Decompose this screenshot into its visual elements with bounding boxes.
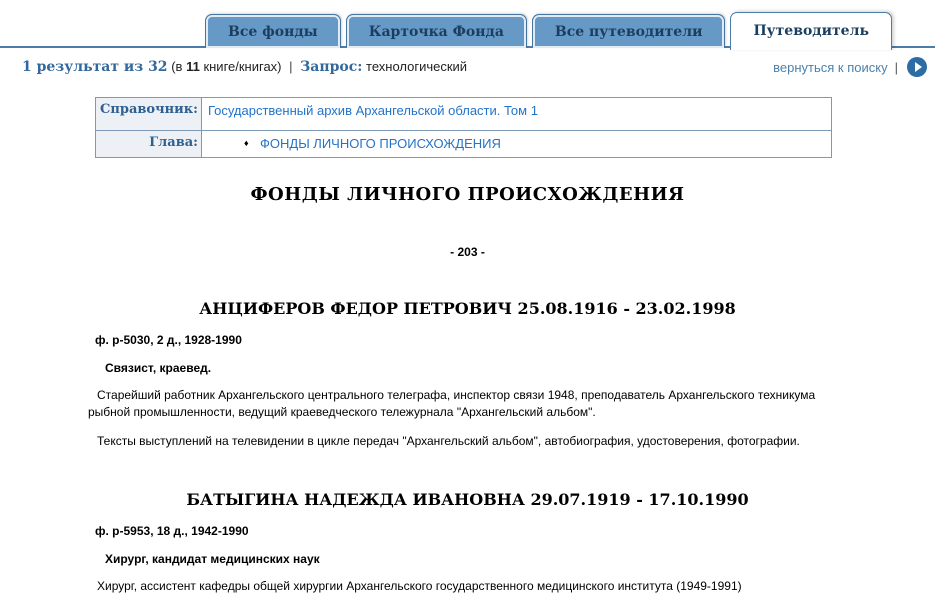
- play-circle-icon: [915, 62, 922, 72]
- tab-all-fonds[interactable]: Все фонды: [205, 14, 341, 48]
- entry-subtitle: Связист, краевед.: [105, 361, 212, 375]
- results-summary: [22, 59, 467, 75]
- fond-entry: [88, 490, 847, 595]
- results-actions: [773, 57, 927, 77]
- diamond-bullet-icon: ♦: [243, 138, 249, 148]
- chapter-link[interactable]: ФОНДЫ ЛИЧНОГО ПРОИСХОЖДЕНИЯ: [260, 136, 501, 151]
- document-title: ФОНДЫ ЛИЧНОГО ПРОИСХОЖДЕНИЯ: [250, 184, 685, 205]
- entry-paragraph: Хирург, ассистент кафедры общей хирургии Архангельского государственного медицинского института (1949-1991): [97, 579, 742, 593]
- entry-heading: АНЦИФЕРОВ ФЕДОР ПЕТРОВИЧ 25.08.1916 - 23.02.1998: [199, 299, 736, 318]
- chapter-value-cell: [201, 131, 831, 158]
- results-count: 1 результат из 32: [22, 59, 168, 75]
- entry-paragraph: Тексты выступлений на телевидении в цикле передач "Архангельский альбом", автобиография, удостоверения, фотографии.: [97, 434, 800, 448]
- tab-fond-card[interactable]: Карточка Фонда: [346, 14, 527, 48]
- guide-value-cell: [201, 98, 831, 131]
- tab-strip: [205, 12, 897, 48]
- results-books-count: 11: [186, 59, 200, 74]
- guide-title-link[interactable]: Государственный архив Архангельской области. Том 1: [207, 103, 538, 118]
- entry-subtitle: Хирург, кандидат медицинских наук: [105, 552, 320, 566]
- results-books-prefix: (в: [171, 59, 183, 74]
- query-label: Запрос:: [300, 59, 363, 75]
- results-separator: |: [289, 59, 293, 74]
- query-value: технологический: [366, 59, 468, 74]
- results-bar: [0, 48, 935, 77]
- next-result-button[interactable]: [907, 57, 927, 77]
- tab-bar: [0, 0, 935, 48]
- tab-all-guides[interactable]: Все путеводители: [532, 14, 726, 48]
- table-row: [96, 98, 832, 131]
- table-row: [96, 131, 832, 158]
- chapter-label: Глава:: [96, 131, 202, 158]
- entry-paragraph: Старейший работник Архангельского центрального телеграфа, инспектор связи 1948, преподаватель Архангельского техникума рыбной промышленности, ведущий краеведческого тележурнала "Архангельский альбом".: [88, 388, 816, 419]
- back-separator: |: [894, 59, 898, 75]
- entry-heading: БАТЫГИНА НАДЕЖДА ИВАНОВНА 29.07.1919 - 17.10.1990: [186, 490, 749, 509]
- tab-guide[interactable]: Путеводитель: [730, 12, 892, 50]
- fond-reference: ф. р-5953, 18 д., 1942-1990: [95, 524, 249, 538]
- guide-info-table: [95, 97, 832, 158]
- document-content: [88, 184, 847, 595]
- fond-reference: ф. р-5030, 2 д., 1928-1990: [95, 333, 242, 347]
- fond-entry: [88, 299, 847, 450]
- guide-label: Справочник:: [96, 98, 202, 131]
- results-books-suffix: книге/книгах): [203, 59, 282, 74]
- back-to-search-link[interactable]: вернуться к поиску: [773, 59, 888, 75]
- chapter-entry: [208, 135, 501, 152]
- page-number: - 203 -: [450, 245, 485, 259]
